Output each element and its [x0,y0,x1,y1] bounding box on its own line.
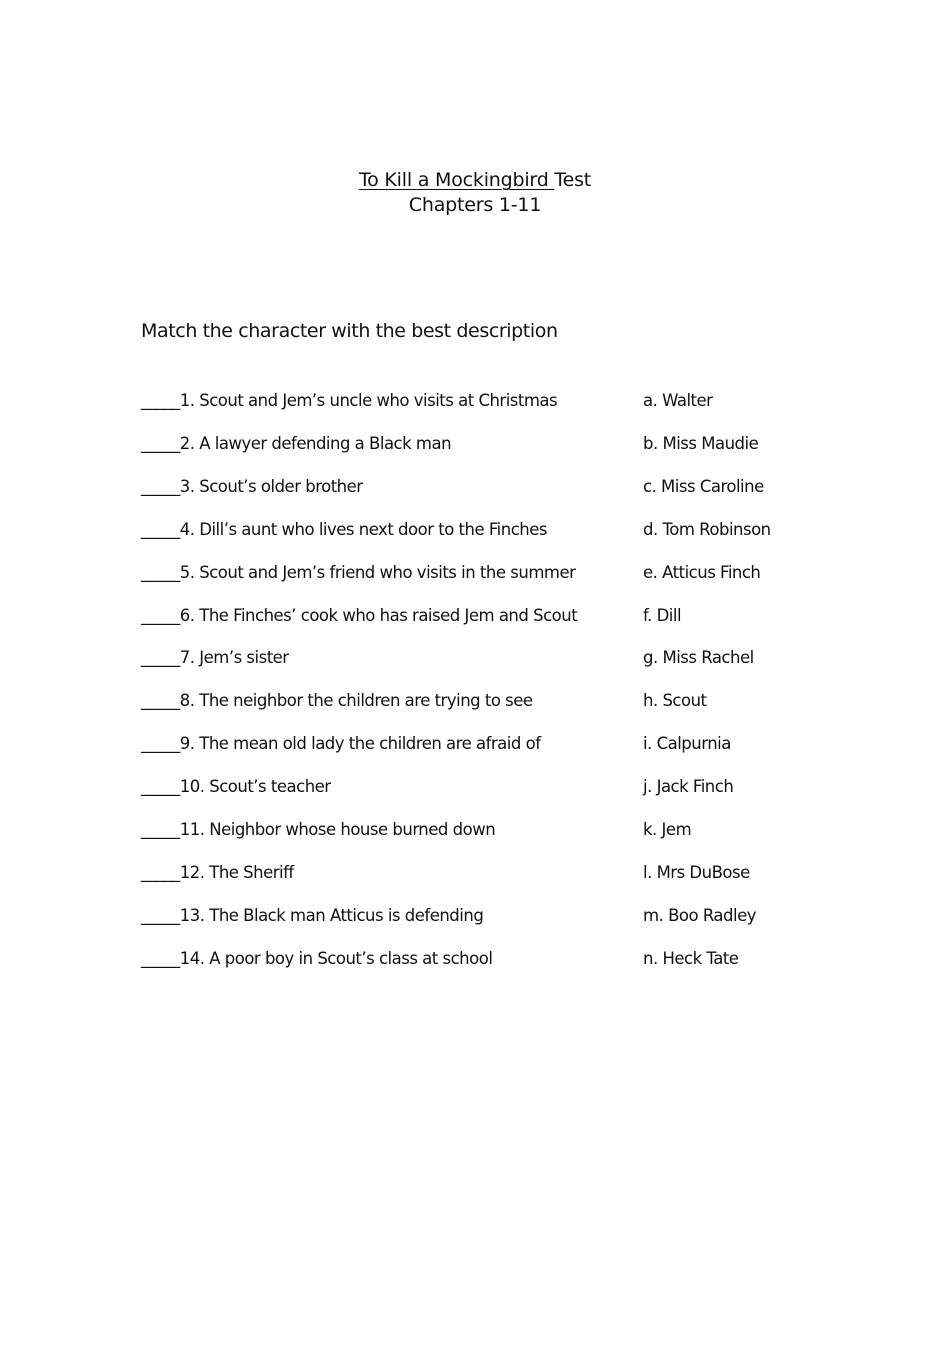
question-item: _____5. Scout and Jem’s friend who visits in the summer [141,562,576,582]
matching-row [0,688,950,714]
answer-choice: c. Miss Caroline [643,476,764,496]
answer-choice: m. Boo Radley [643,905,757,925]
answer-choice: f. Dill [643,605,682,625]
title-block [0,168,950,218]
matching-row [0,860,950,886]
answer-choice: d. Tom Robinson [643,519,771,539]
question-item: _____3. Scout’s older brother [141,476,363,496]
answer-choice: g. Miss Rachel [643,648,754,668]
answer-choice: l. Mrs DuBose [643,862,750,882]
question-item: _____12. The Sheriff [141,862,294,882]
answer-choice: i. Calpurnia [643,734,731,754]
matching-row [0,517,950,543]
answer-choice: j. Jack Finch [643,777,734,797]
book-title: To Kill a Mockingbird [358,169,555,191]
matching-row [0,388,950,414]
question-item: _____4. Dill’s aunt who lives next door to the Finches [141,519,547,539]
matching-row [0,946,950,972]
answer-choice: e. Atticus Finch [643,562,761,582]
test-word: Test [554,169,592,191]
question-item: _____8. The neighbor the children are trying to see [141,691,533,711]
question-item: _____6. The Finches’ cook who has raised Jem and Scout [141,605,578,625]
matching-row [0,645,950,671]
answer-choice: a. Walter [643,391,713,410]
question-item: _____9. The mean old lady the children are afraid of [141,734,541,754]
instructions: Match the character with the best description [141,320,558,342]
matching-row [0,731,950,757]
question-item: _____7. Jem’s sister [141,648,289,668]
matching-row [0,817,950,843]
question-item: _____2. A lawyer defending a Black man [141,433,452,453]
matching-row [0,903,950,929]
question-item: _____11. Neighbor whose house burned down [141,820,496,839]
matching-row [0,774,950,800]
answer-choice: k. Jem [643,820,692,839]
answer-choice: b. Miss Maudie [643,433,759,453]
answer-choice: h. Scout [643,691,707,711]
question-item: _____10. Scout’s teacher [141,777,331,797]
question-item: _____14. A poor boy in Scout’s class at school [141,948,493,968]
question-item: _____1. Scout and Jem’s uncle who visits at Christmas [141,391,558,410]
answer-choice: n. Heck Tate [643,948,739,968]
matching-row [0,474,950,500]
matching-row [0,603,950,629]
chapters-subtitle: Chapters 1-11 [408,194,542,216]
matching-row [0,431,950,457]
matching-row [0,560,950,586]
question-item: _____13. The Black man Atticus is defending [141,905,484,925]
test-title [0,168,950,193]
